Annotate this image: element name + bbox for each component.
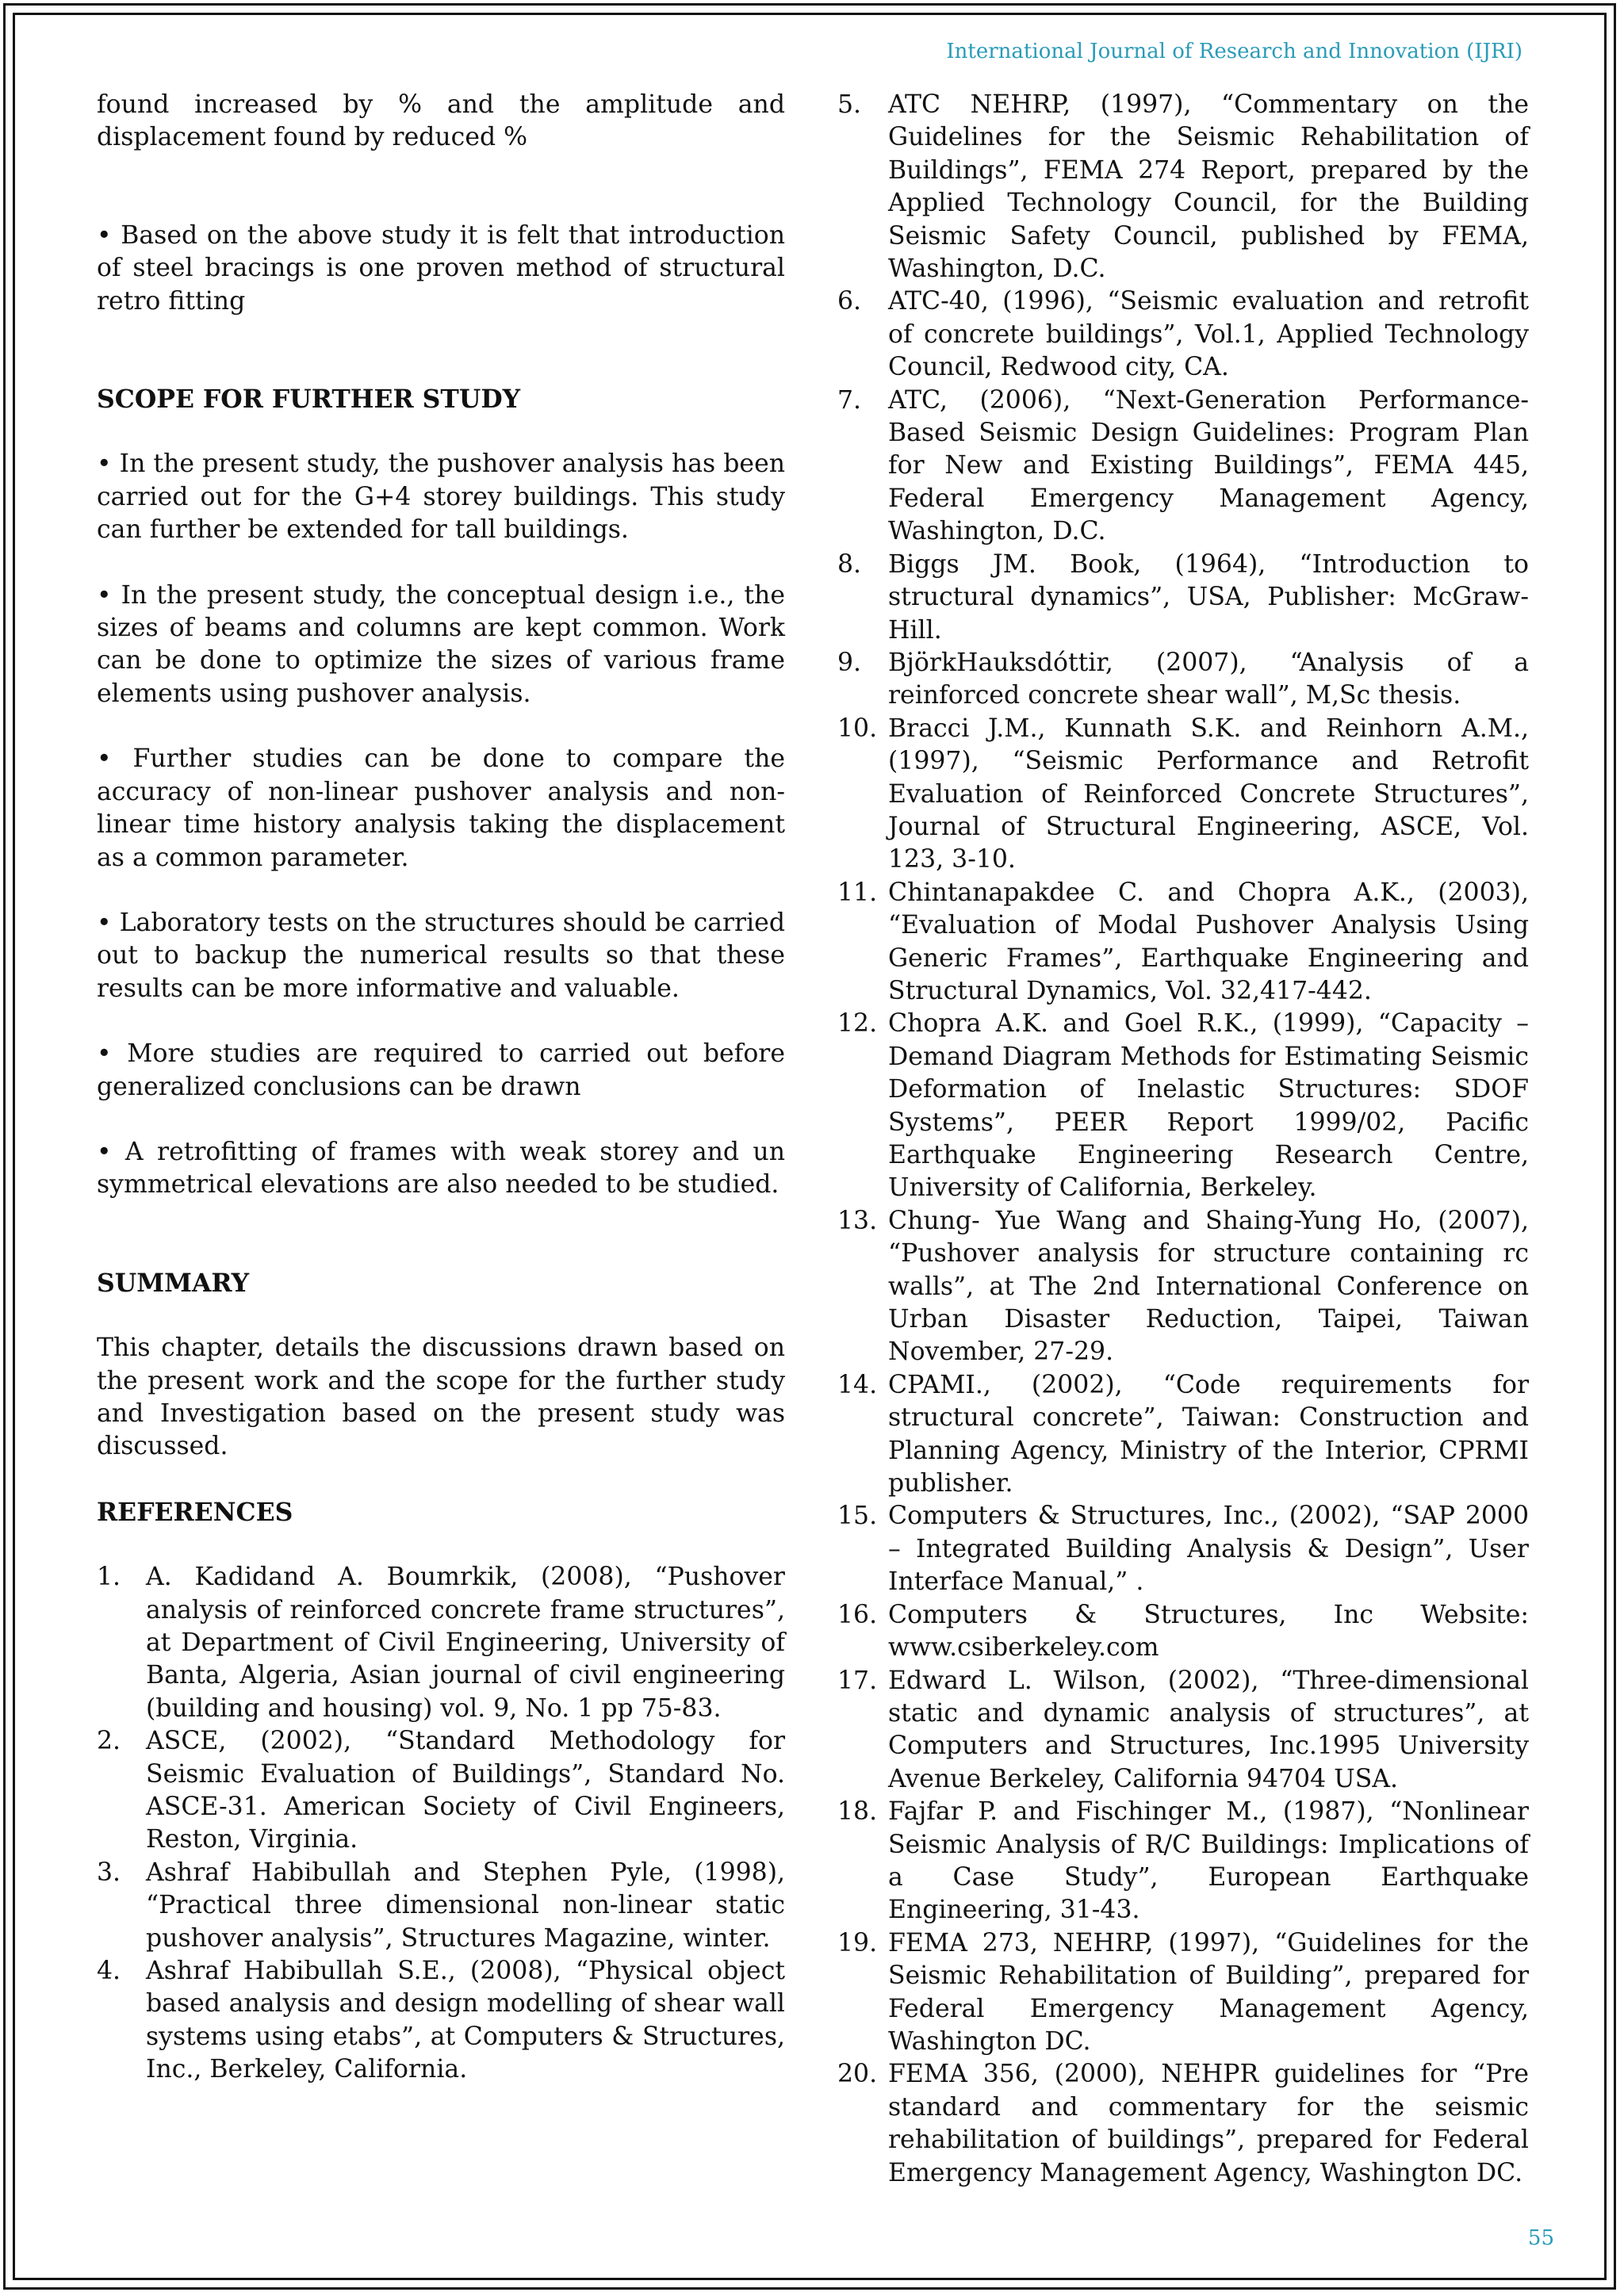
reference-item: 11. Chintanapakdee C. and Chopra A.K., (2003), “Evaluation of Modal Pushover Analysis Using Generic Frames”, Earthquake Engineering and Structural Dynamics, Vol. 32,417-442. [837,878,1529,1005]
reference-list-right [837,89,1529,2190]
scope-bullet: • In the present study, the conceptual design i.e., the sizes of beams and columns are kept common. Work can be done to optimize the sizes of various frame elements using pushover analysis. [97,580,785,708]
reference-item: 7. ATC, (2006), “Next-Generation Performance-Based Seismic Design Guidelines: Program Plan for New and Existing Buildings”, FEMA 445, Federal Emergency Management Agency, Washington, D.C. [837,385,1529,546]
summary-text: This chapter, details the discussions drawn based on the present work and the scope for the further study and Investigation based on the present study was discussed. [97,1334,785,1461]
intro-text: found increased by % and the amplitude and displacement found by reduced % [97,90,785,152]
page-number: 55 [1527,2226,1554,2250]
reference-item: 18. Fajfar P. and Fischinger M., (1987), “Nonlinear Seismic Analysis of R/C Buildings: Implications of a Case Study”, European Earthquake Engineering, 31-43. [837,1797,1529,1925]
scope-bullets [97,448,785,1201]
reference-item: 19. FEMA 273, NEHRP, (1997), “Guidelines for the Seismic Rehabilitation of Building”, prepared for Federal Emergency Management Agency, Washington DC. [837,1928,1529,2056]
scope-bullet: • Laboratory tests on the structures should be carried out to backup the numerical results so that these results can be more informative and valuable. [97,908,785,1003]
reference-item: 1. A. Kadidand A. Boumrkik, (2008), “Pushover analysis of reinforced concrete frame structures”, at Department of Civil Engineering, University of Banta, Algeria, Asian journal of civil engineering (building and housing) vol. 9, No. 1 pp 75-83. [97,1563,785,1723]
reference-item: 8. Biggs JM. Book, (1964), “Introduction to structural dynamics”, USA, Publisher: McGraw-Hill. [837,549,1529,645]
reference-item: 15. Computers & Structures, Inc., (2002), “SAP 2000 – Integrated Building Analysis & Design”, User Interface Manual,” . [837,1502,1529,1597]
scope-heading: SCOPE FOR FURTHER STUDY [97,385,521,415]
references-heading: REFERENCES [97,1497,293,1527]
scope-bullet: • A retrofitting of frames with weak storey and un symmetrical elevations are also needed to be studied. [97,1137,785,1200]
reference-item: 14. CPAMI., (2002), “Code requirements for structural concrete”, Taiwan: Construction and Planning Agency, Ministry of the Interior, CPRMI publisher. [837,1370,1529,1498]
reference-item: 16. Computers & Structures, Inc Website: www.csiberkeley.com [837,1600,1529,1663]
scope-bullet: • More studies are required to carried out before generalized conclusions can be drawn [97,1039,785,1101]
reference-item: 12. Chopra A.K. and Goel R.K., (1999), “Capacity – Demand Diagram Methods for Estimating Seismic Deformation of Inelastic Structures: SDOF Systems”, PEER Report 1999/02, Pacific Earthquake Engineering Research Centre, University of California, Berkeley. [837,1009,1529,1203]
reference-list-left [97,1561,785,2087]
journal-header: International Journal of Research and Innovation (IJRI) [946,40,1522,63]
reference-item: 3. Ashraf Habibullah and Stephen Pyle, (1998), “Practical three dimensional non-linear static pushover analysis”, Structures Magazine, winter. [97,1858,785,1953]
scope-bullet: • Further studies can be done to compare the accuracy of non-linear pushover analysis and non-linear time history analysis taking the displacement as a common parameter. [97,744,785,872]
right-column [837,89,1529,2190]
reference-item: 9. BjörkHauksdóttir, (2007), “Analysis of a reinforced concrete shear wall”, M,Sc thesis. [837,648,1529,710]
reference-item: 10. Bracci J.M., Kunnath S.K. and Reinhorn A.M., (1997), “Seismic Performance and Retrofit Evaluation of Reinforced Concrete Structures”, Journal of Structural Engineering, ASCE, Vol. 123, 3-10. [837,714,1529,874]
reference-item: 5. ATC NEHRP, (1997), “Commentary on the Guidelines for the Seismic Rehabilitation of Buildings”, FEMA 274 Report, prepared by the Applied Technology Council, for the Building Seismic Safety Council, published by FEMA, Washington, D.C. [837,90,1529,284]
scope-bullet: • In the present study, the pushover analysis has been carried out for the G+4 storey buildings. This study can further be extended for tall buildings. [97,450,785,545]
reference-item: 17. Edward L. Wilson, (2002), “Three-dimensional static and dynamic analysis of structures”, at Computers and Structures, Inc.1995 University Avenue Berkeley, California 94704 USA. [837,1666,1529,1793]
summary-heading: SUMMARY [97,1268,250,1298]
reference-item: 6. ATC-40, (1996), “Seismic evaluation and retrofit of concrete buildings”, Vol.1, Applied Technology Council, Redwood city, CA. [837,287,1529,382]
conclusion-bullet: • Based on the above study it is felt that introduction of steel bracings is one proven method of structural retro fitting [97,220,785,316]
reference-item: 4. Ashraf Habibullah S.E., (2008), “Physical object based analysis and design modelling of shear wall systems using etabs”, at Computers & Structures, Inc., Berkeley, California. [97,1957,785,2084]
reference-item: 20. FEMA 356, (2000), NEHPR guidelines for “Pre standard and commentary for the seismic rehabilitation of buildings”, prepared for Federal Emergency Management Agency, Washington DC. [837,2060,1529,2187]
left-column [97,89,785,2087]
reference-item: 13. Chung- Yue Wang and Shaing-Yung Ho, (2007), “Pushover analysis for structure containing rc walls”, at The 2nd International Conference on Urban Disaster Reduction, Taipei, Taiwan November, 27-29. [837,1206,1529,1367]
reference-item: 2. ASCE, (2002), “Standard Methodology for Seismic Evaluation of Buildings”, Standard No. ASCE-31. American Society of Civil Engineers, Reston, Virginia. [97,1727,785,1854]
